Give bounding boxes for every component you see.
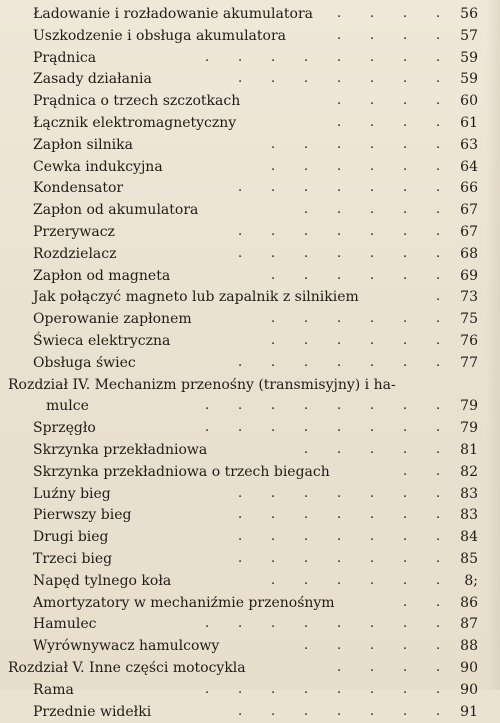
leader-dot: . (370, 243, 374, 265)
leader-dot: . (436, 592, 440, 614)
leader-dot: . (337, 90, 341, 112)
leader-dot: . (403, 3, 407, 25)
leader-dot: . (304, 504, 308, 526)
leader-dot: . (436, 134, 440, 156)
leader-dot: . (436, 243, 440, 265)
toc-page-number: 64 (460, 157, 478, 179)
leader-dot: . (436, 330, 440, 352)
toc-entry-title: Drugi bieg (33, 527, 109, 549)
toc-page-number: 90 (460, 680, 478, 702)
leader-dot: . (370, 134, 374, 156)
toc-page-number: 83 (460, 505, 478, 527)
leader-dot: . (238, 417, 242, 439)
toc-entry-title: Kondensator (33, 178, 123, 200)
leader-dot: . (436, 265, 440, 287)
leader-dot: . (304, 330, 308, 352)
leader-dot: . (370, 526, 374, 548)
leader-dot: . (436, 199, 440, 221)
leader-dot: . (271, 570, 275, 592)
toc-entry-title: Rozdział V. Inne części motocykla (8, 658, 246, 680)
toc-entry (0, 157, 500, 179)
leader-dot: . (271, 417, 275, 439)
toc-entry (0, 614, 500, 636)
toc-entry (0, 462, 500, 484)
toc-page-number: 67 (460, 200, 478, 222)
leader-dot: . (337, 199, 341, 221)
leader-dot: . (370, 352, 374, 374)
toc-entry-title: Luźny bieg (33, 484, 111, 506)
leader-dot: . (436, 221, 440, 243)
leader-dot: . (370, 112, 374, 134)
toc-entry (0, 222, 500, 244)
toc-entry-title: Skrzynka przekładniowa (33, 440, 207, 462)
leader-dot: . (337, 679, 341, 701)
toc-page-number: 90 (460, 658, 478, 680)
leader-dot: . (370, 504, 374, 526)
leader-dot: . (370, 483, 374, 505)
leader-dot: . (436, 635, 440, 657)
toc-entry (0, 91, 500, 113)
leader-dot: . (337, 3, 341, 25)
toc-page-number: 79 (460, 418, 478, 440)
toc-page-number: 82 (460, 462, 478, 484)
leader-dot: . (271, 701, 275, 723)
toc-entry-title: Rozdzielacz (33, 244, 117, 266)
leader-dot: . (337, 221, 341, 243)
leader-dot: . (436, 679, 440, 701)
leader-dot: . (436, 177, 440, 199)
leader-dot: . (403, 156, 407, 178)
leader-dot: . (271, 243, 275, 265)
leader-dot: . (304, 68, 308, 90)
leader-dot: . (436, 526, 440, 548)
leader-dot: . (403, 112, 407, 134)
leader-dot: . (436, 47, 440, 69)
leader-dot: . (271, 526, 275, 548)
leader-dot: . (271, 134, 275, 156)
toc-page-number: 88 (460, 636, 478, 658)
leader-dot: . (304, 221, 308, 243)
toc-entry-title: Zasady działania (33, 69, 152, 91)
leader-dot: . (436, 286, 440, 308)
leader-dot: . (337, 526, 341, 548)
toc-entry (0, 571, 500, 593)
leader-dot: . (271, 156, 275, 178)
leader-dot: . (337, 483, 341, 505)
leader-dot: . (337, 177, 341, 199)
leader-dot: . (403, 417, 407, 439)
leader-dot: . (205, 613, 209, 635)
leader-dot: . (436, 439, 440, 461)
leader-dot: . (370, 156, 374, 178)
toc-page-number: 61 (460, 113, 478, 135)
leader-dot: . (436, 504, 440, 526)
toc-entry (0, 200, 500, 222)
toc-entry (0, 287, 500, 309)
toc-entry (0, 484, 500, 506)
leader-dot: . (370, 177, 374, 199)
leader-dot: . (370, 90, 374, 112)
leader-dot: . (337, 504, 341, 526)
leader-dot: . (370, 635, 374, 657)
leader-dot: . (403, 243, 407, 265)
toc-entry (0, 549, 500, 571)
toc-page-number: 59 (460, 69, 478, 91)
leader-dot: . (370, 199, 374, 221)
leader-dot: . (238, 243, 242, 265)
toc-page-number: 57 (460, 26, 478, 48)
leader-dot: . (238, 526, 242, 548)
leader-dot: . (238, 613, 242, 635)
leader-dot: . (271, 395, 275, 417)
leader-dot: . (238, 701, 242, 723)
leader-dot: . (370, 330, 374, 352)
toc-entry-title: Trzeci bieg (33, 549, 112, 571)
leader-dot: . (403, 504, 407, 526)
leader-dot: . (370, 657, 374, 679)
toc-entry-title: Skrzynka przekładniowa o trzech biegach (33, 462, 330, 484)
toc-entry-title: mulce (46, 396, 89, 418)
leader-dot: . (370, 308, 374, 330)
leader-dot: . (436, 352, 440, 374)
leader-dot: . (370, 221, 374, 243)
leader-dot: . (238, 352, 242, 374)
toc-page-number: 85 (460, 549, 478, 571)
leader-dot: . (370, 439, 374, 461)
leader-dot: . (370, 47, 374, 69)
leader-dot: . (436, 461, 440, 483)
leader-dot: . (271, 548, 275, 570)
leader-dot: . (403, 330, 407, 352)
leader-dot: . (337, 352, 341, 374)
page-edge-shadow (486, 0, 500, 690)
leader-dot: . (436, 613, 440, 635)
leader-dot: . (403, 701, 407, 723)
leader-dot: . (271, 504, 275, 526)
leader-dot: . (370, 265, 374, 287)
toc-entry (0, 702, 500, 723)
leader-dot: . (403, 461, 407, 483)
leader-dot: . (403, 68, 407, 90)
leader-dot: . (271, 68, 275, 90)
leader-dot: . (304, 395, 308, 417)
toc-entry-title: Napęd tylnego koła (33, 571, 171, 593)
leader-dot: . (337, 570, 341, 592)
leader-dot: . (337, 635, 341, 657)
leader-dot: . (304, 483, 308, 505)
leader-dot: . (403, 613, 407, 635)
leader-dot: . (337, 265, 341, 287)
toc-entry-title: Operowanie zapłonem (33, 309, 192, 331)
leader-dot: . (238, 679, 242, 701)
leader-dot: . (238, 68, 242, 90)
leader-dot: . (337, 134, 341, 156)
leader-dot: . (304, 439, 308, 461)
leader-dot: . (403, 635, 407, 657)
leader-dot: . (238, 221, 242, 243)
toc-entry-title: Uszkodzenie i obsługa akumulatora (33, 26, 286, 48)
toc-entry (0, 331, 500, 353)
leader-dot: . (370, 395, 374, 417)
toc-page-number: 66 (460, 178, 478, 200)
leader-dot: . (337, 243, 341, 265)
toc-entry (0, 266, 500, 288)
leader-dot: . (304, 417, 308, 439)
toc-entry-title: Prądnica (33, 48, 96, 70)
leader-dot: . (436, 3, 440, 25)
leader-dot: . (370, 570, 374, 592)
leader-dot: . (271, 221, 275, 243)
toc-entry-title: Obsługa świec (33, 353, 136, 375)
toc-page-number: 68 (460, 244, 478, 266)
leader-dot: . (403, 548, 407, 570)
leader-dot: . (403, 592, 407, 614)
toc-page-number: 63 (460, 135, 478, 157)
toc-page-number: 76 (460, 331, 478, 353)
toc-entry (0, 309, 500, 331)
leader-dot: . (370, 613, 374, 635)
leader-dot: . (304, 243, 308, 265)
toc-entry (0, 505, 500, 527)
leader-dot: . (271, 265, 275, 287)
leader-dot: . (205, 417, 209, 439)
leader-dot: . (403, 439, 407, 461)
leader-dot: . (238, 177, 242, 199)
leader-dot: . (337, 613, 341, 635)
toc-entry (0, 4, 500, 26)
toc-entry-title: Przerywacz (33, 222, 115, 244)
leader-dot: . (403, 352, 407, 374)
toc-entry-title: Pierwszy bieg (33, 505, 131, 527)
toc-page-number: 86 (460, 593, 478, 615)
toc-entry-title: Prądnica o trzech szczotkach (33, 91, 240, 113)
toc-entry (0, 636, 500, 658)
toc-entry-title: Wyrównywacz hamulcowy (33, 636, 219, 658)
leader-dot: . (403, 679, 407, 701)
toc-page-number: 83 (460, 484, 478, 506)
leader-dot: . (403, 199, 407, 221)
leader-dot: . (238, 548, 242, 570)
leader-dot: . (436, 701, 440, 723)
leader-dot: . (403, 25, 407, 47)
toc-entry (0, 418, 500, 440)
toc-page-number: 91 (460, 702, 478, 723)
leader-dot: . (436, 156, 440, 178)
leader-dot: . (337, 417, 341, 439)
leader-dot: . (271, 330, 275, 352)
leader-dot: . (238, 483, 242, 505)
leader-dot: . (436, 90, 440, 112)
toc-entry-title: Ładowanie i rozładowanie akumulatora (33, 4, 313, 26)
leader-dot: . (304, 265, 308, 287)
leader-dot: . (337, 308, 341, 330)
toc-entry-title: Zapłon silnika (33, 135, 133, 157)
leader-dot: . (370, 701, 374, 723)
leader-dot: . (271, 177, 275, 199)
leader-dot: . (403, 221, 407, 243)
toc-entry-title: Przednie widełki (33, 702, 151, 723)
toc-entry (0, 178, 500, 200)
toc-page-number: 84 (460, 527, 478, 549)
leader-dot: . (337, 330, 341, 352)
toc-entry-title: Sprzęgło (33, 418, 96, 440)
leader-dot: . (271, 47, 275, 69)
leader-dot: . (337, 548, 341, 570)
leader-dot: . (238, 395, 242, 417)
leader-dot: . (436, 395, 440, 417)
toc-entry (0, 135, 500, 157)
toc-entry-title: Świeca elektryczna (33, 331, 170, 353)
leader-dot: . (370, 679, 374, 701)
toc-page-number: 59 (460, 48, 478, 70)
leader-dot: . (304, 134, 308, 156)
toc-entry-title: Amortyzatory w mechaniźmie przenośnym (33, 593, 335, 615)
leader-dot: . (370, 68, 374, 90)
leader-dot: . (403, 657, 407, 679)
toc-entry (0, 113, 500, 135)
leader-dot: . (304, 548, 308, 570)
leader-dot: . (436, 483, 440, 505)
toc-entry (0, 527, 500, 549)
toc-page-number: 77 (460, 353, 478, 375)
leader-dot: . (403, 483, 407, 505)
leader-dot: . (370, 25, 374, 47)
leader-dot: . (304, 199, 308, 221)
leader-dot: . (436, 548, 440, 570)
leader-dot: . (304, 679, 308, 701)
leader-dot: . (271, 483, 275, 505)
toc-page-number: 60 (460, 91, 478, 113)
leader-dot: . (205, 679, 209, 701)
toc-entry (0, 440, 500, 462)
leader-dot: . (238, 504, 242, 526)
toc-entry-title: Rama (33, 680, 74, 702)
leader-dot: . (304, 635, 308, 657)
leader-dot: . (304, 613, 308, 635)
leader-dot: . (337, 657, 341, 679)
leader-dot: . (304, 177, 308, 199)
toc-entry-title: Zapłon od akumulatora (33, 200, 198, 222)
toc-chapter-heading (0, 375, 500, 397)
leader-dot: . (403, 526, 407, 548)
toc-entry (0, 593, 500, 615)
leader-dot: . (271, 352, 275, 374)
leader-dot: . (370, 548, 374, 570)
leader-dot: . (403, 134, 407, 156)
toc-chapter-heading (0, 658, 500, 680)
leader-dot: . (370, 417, 374, 439)
leader-dot: . (337, 112, 341, 134)
toc-entry-title: Łącznik elektromagnetyczny (33, 113, 236, 135)
leader-dot: . (304, 47, 308, 69)
leader-dot: . (271, 613, 275, 635)
leader-dot: . (271, 679, 275, 701)
leader-dot: . (205, 395, 209, 417)
leader-dot: . (403, 308, 407, 330)
toc-entry (0, 680, 500, 702)
leader-dot: . (337, 47, 341, 69)
leader-dot: . (436, 68, 440, 90)
leader-dot: . (304, 526, 308, 548)
leader-dot: . (436, 417, 440, 439)
toc-entry-title: Rozdział IV. Mechanizm przenośny (transmisyjny) i ha- (8, 375, 396, 397)
toc-page-number: 67 (460, 222, 478, 244)
leader-dot: . (436, 308, 440, 330)
table-of-contents (0, 4, 500, 723)
leader-dot: . (436, 657, 440, 679)
leader-dot: . (403, 47, 407, 69)
leader-dot: . (337, 25, 341, 47)
toc-page-number: 81 (460, 440, 478, 462)
leader-dot: . (304, 308, 308, 330)
leader-dot: . (436, 112, 440, 134)
leader-dot: . (205, 47, 209, 69)
toc-entry (0, 26, 500, 48)
leader-dot: . (337, 68, 341, 90)
toc-entry-title: Jak połączyć magneto lub zapalnik z silnikiem (33, 287, 359, 309)
leader-dot: . (403, 395, 407, 417)
leader-dot: . (238, 47, 242, 69)
leader-dot: . (304, 570, 308, 592)
toc-entry-title: Cewka indukcyjna (33, 157, 163, 179)
toc-entry-title: Hamulec (33, 614, 96, 636)
toc-page-number: 8; (464, 571, 478, 593)
leader-dot: . (337, 701, 341, 723)
toc-entry (0, 244, 500, 266)
toc-page-number: 56 (460, 4, 478, 26)
leader-dot: . (403, 177, 407, 199)
leader-dot: . (304, 701, 308, 723)
leader-dot: . (370, 3, 374, 25)
toc-entry (0, 69, 500, 91)
toc-entry (0, 396, 500, 418)
toc-page-number: 75 (460, 309, 478, 331)
toc-page-number: 79 (460, 396, 478, 418)
leader-dot: . (337, 156, 341, 178)
toc-entry (0, 353, 500, 375)
leader-dot: . (337, 395, 341, 417)
toc-entry-title: Zapłon od magneta (33, 266, 170, 288)
toc-page-number: 87 (460, 614, 478, 636)
leader-dot: . (436, 25, 440, 47)
toc-page-number: 73 (460, 287, 478, 309)
leader-dot: . (436, 570, 440, 592)
leader-dot: . (403, 265, 407, 287)
leader-dot: . (403, 90, 407, 112)
leader-dot: . (304, 156, 308, 178)
toc-entry (0, 48, 500, 70)
toc-page-number: 69 (460, 266, 478, 288)
leader-dot: . (271, 308, 275, 330)
leader-dot: . (403, 570, 407, 592)
leader-dot: . (304, 352, 308, 374)
leader-dot: . (337, 439, 341, 461)
